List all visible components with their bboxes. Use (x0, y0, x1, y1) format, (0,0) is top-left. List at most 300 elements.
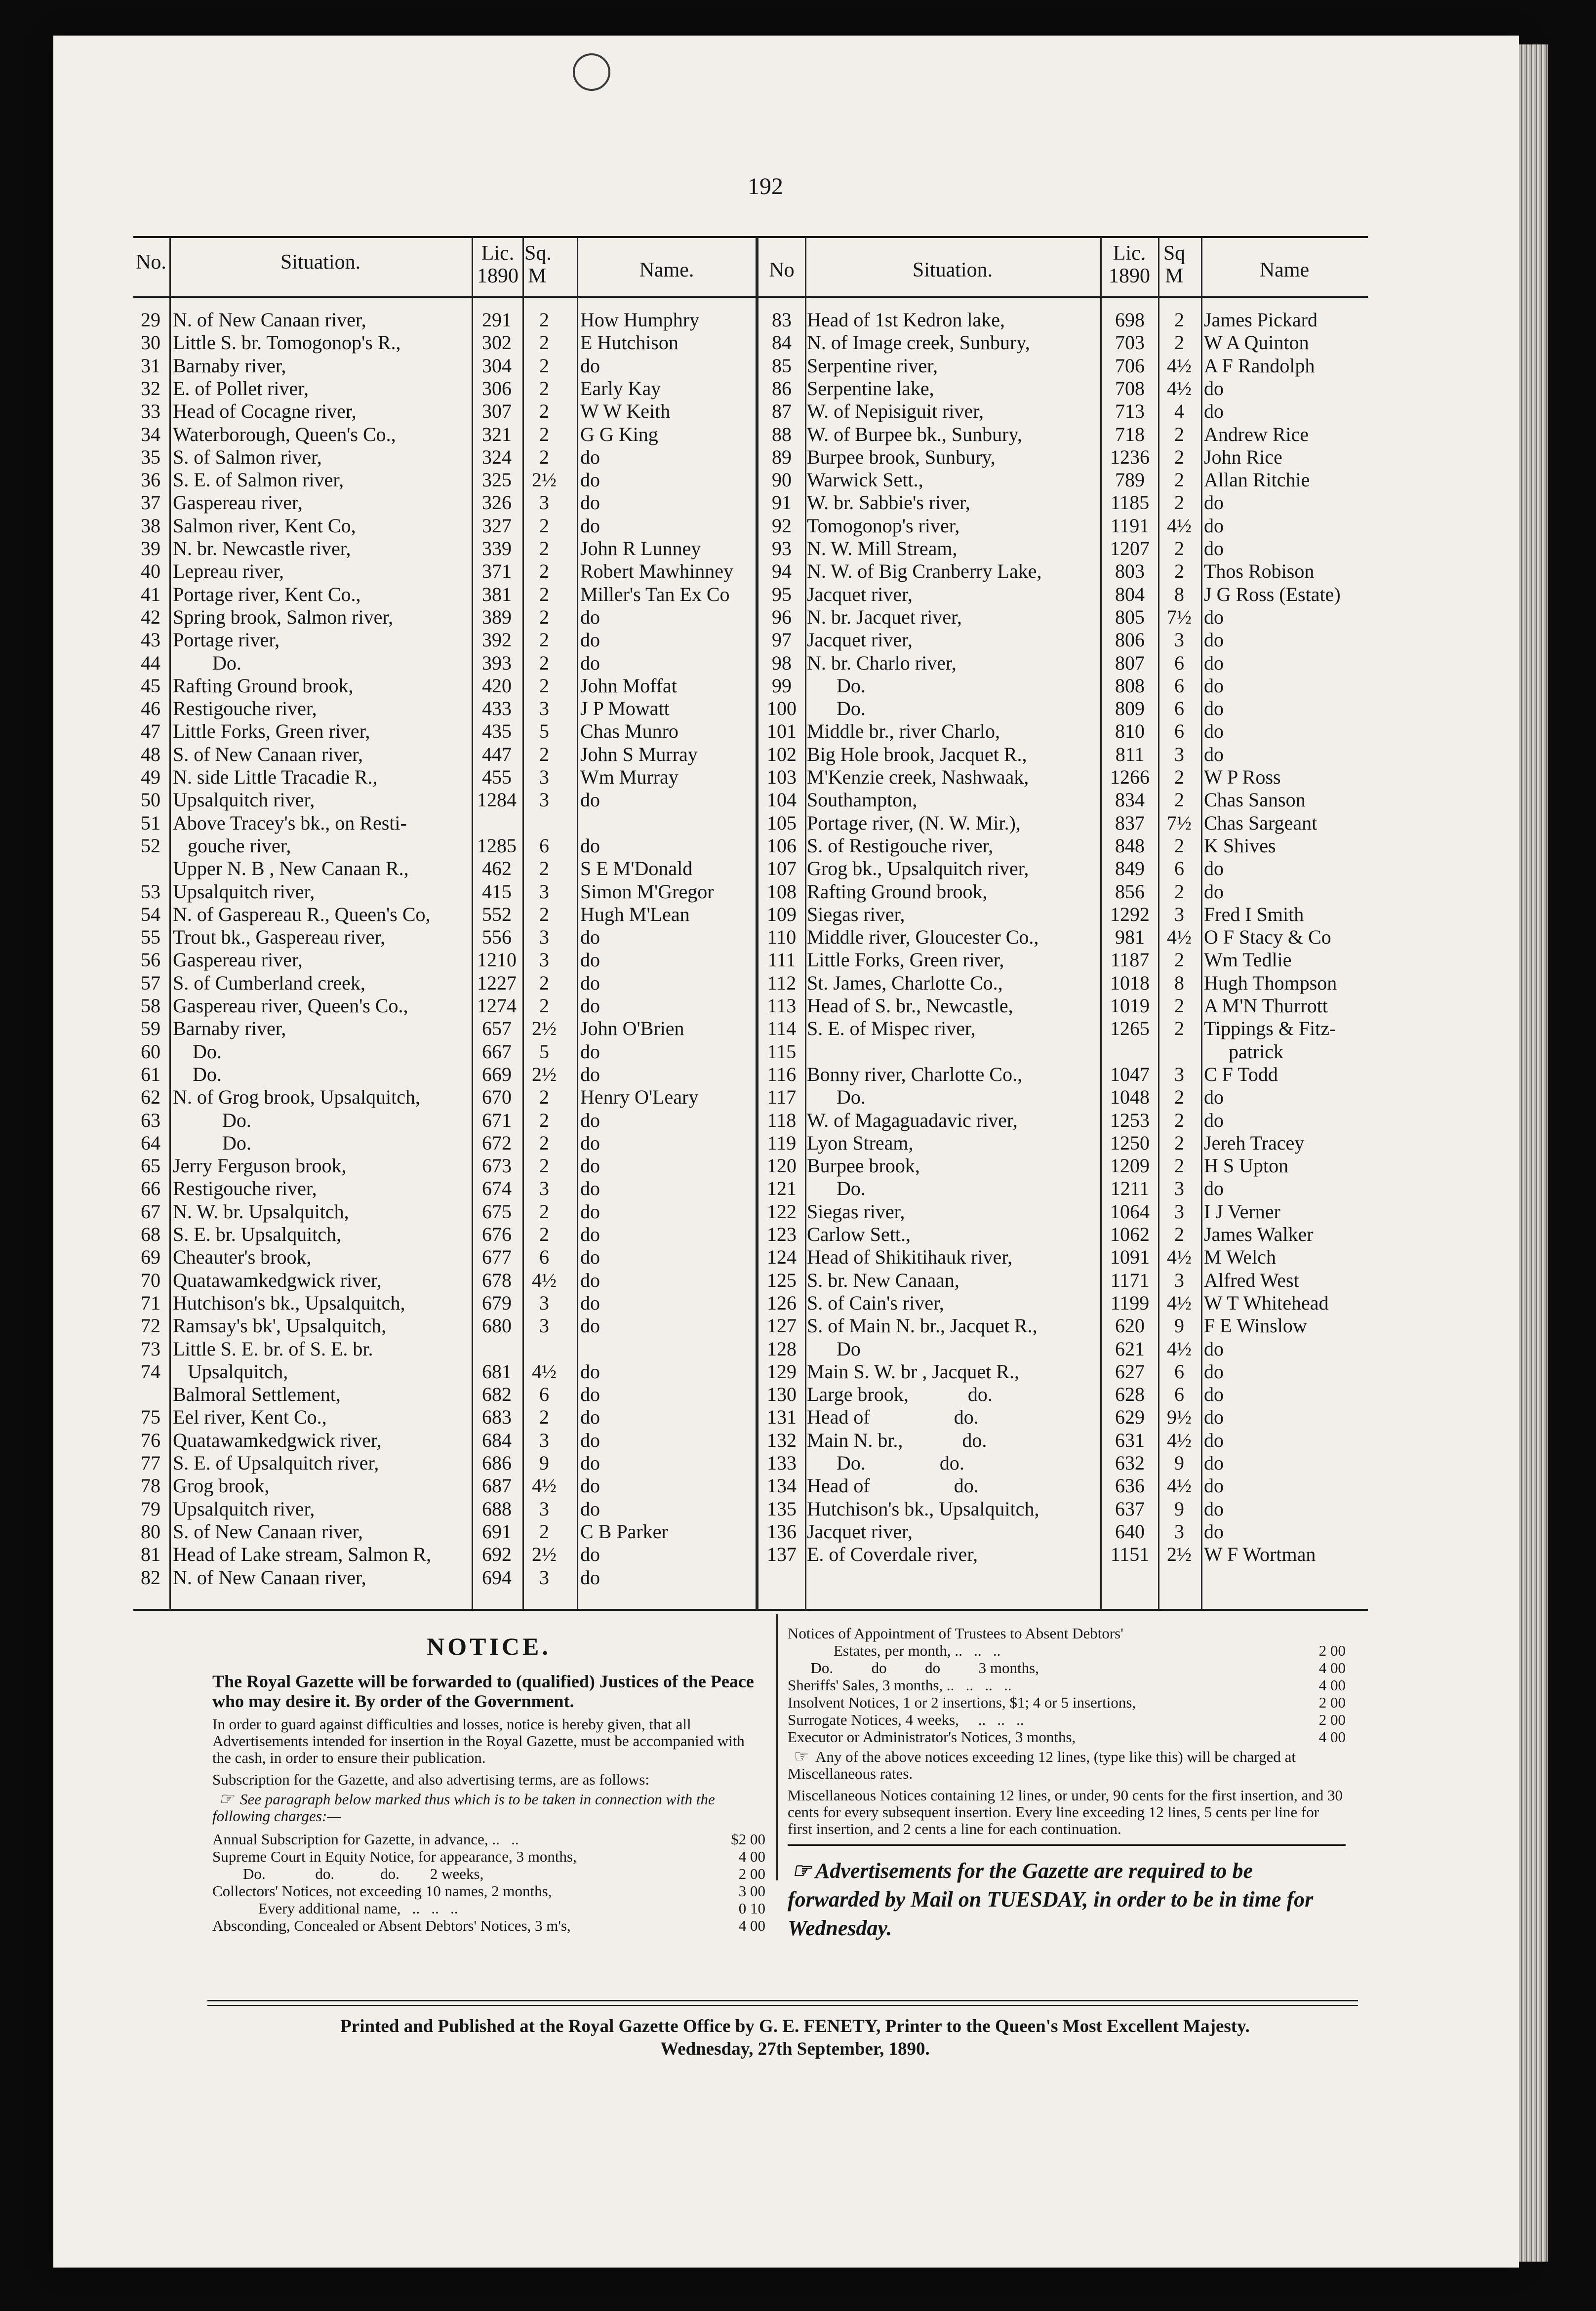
fee-list-right (788, 1625, 1346, 1746)
fee-row (212, 1900, 765, 1917)
cell-situation: Portage river, (N. W. Mir.), (807, 811, 1021, 834)
cell-no: 103 (767, 766, 797, 788)
cell-sq: 4½ (532, 1360, 557, 1383)
table-row (759, 1292, 1368, 1315)
cell-sq: 2 (539, 423, 549, 445)
fee-label: Every additional name, .. .. .. (212, 1900, 458, 1917)
fee-label: Supreme Court in Equity Notice, for appearance, 3 months, (212, 1848, 577, 1865)
cell-name: John Rice (1204, 445, 1282, 468)
cell-lic: 688 (482, 1497, 512, 1520)
cell-no: 127 (767, 1315, 797, 1337)
cell-name: do (1204, 491, 1224, 514)
cell-sq: 6 (1174, 857, 1184, 880)
cell-sq: 2 (1174, 1223, 1184, 1245)
cell-name: do (580, 1406, 600, 1429)
cell-name: John R Lunney (580, 537, 701, 559)
cell-name: James Walker (1204, 1223, 1314, 1245)
table-row (133, 560, 756, 583)
cell-sq: 6 (1174, 674, 1184, 697)
table-row (759, 697, 1368, 720)
cell-no: 90 (772, 469, 792, 491)
cell-sq: 3 (539, 1177, 549, 1200)
cell-no: 48 (141, 743, 160, 765)
cell-lic: 1207 (1110, 537, 1150, 559)
table-row (759, 1063, 1368, 1086)
cell-situation: Salmon river, Kent Co, (173, 514, 356, 537)
cell-lic: 804 (1115, 583, 1145, 605)
cell-situation: Cheauter's brook, (173, 1246, 312, 1269)
table-row (759, 1360, 1368, 1383)
fee-row (788, 1625, 1346, 1642)
cell-situation: Head of do. (807, 1474, 979, 1497)
cell-no: 85 (772, 354, 792, 377)
cell-name: Jereh Tracey (1204, 1131, 1305, 1154)
cell-lic: 621 (1115, 1337, 1145, 1360)
cell-no: 119 (767, 1131, 797, 1154)
table-row (759, 377, 1368, 400)
cell-situation: Hutchison's bk., Upsalquitch, (807, 1497, 1039, 1520)
cell-name: I J Verner (1204, 1200, 1280, 1223)
page-edges (1519, 44, 1548, 2262)
cell-situation: S. E. of Salmon river, (173, 469, 344, 491)
cell-lic: 392 (482, 629, 512, 651)
cell-sq: 3 (539, 949, 549, 971)
cell-lic: 811 (1115, 743, 1145, 765)
cell-sq: 7½ (1167, 811, 1192, 834)
table-row (759, 1017, 1368, 1040)
footer-rule-1 (207, 2000, 1358, 2001)
cell-no: 60 (141, 1040, 160, 1063)
pointing-hand-icon: ☞ (218, 1790, 234, 1808)
notice-para2: Subscription for the Gazette, and also advertising terms, are as follows: (212, 1771, 649, 1788)
cell-sq: 2 (1174, 949, 1184, 971)
table-row (133, 743, 756, 766)
cell-lic: 687 (482, 1474, 512, 1497)
cell-sq: 4 (1174, 400, 1184, 423)
cell-sq: 3 (1174, 1269, 1184, 1291)
cell-lic: 671 (482, 1109, 512, 1131)
cell-no: 53 (141, 880, 160, 903)
cell-lic: 981 (1115, 926, 1145, 949)
cell-no: 92 (772, 514, 792, 537)
cell-sq: 2 (1174, 331, 1184, 354)
cell-name: E Hutchison (580, 331, 678, 354)
cell-name: W W Keith (580, 400, 671, 423)
cell-lic: 307 (482, 400, 512, 423)
cell-name: do (1204, 1520, 1224, 1543)
cell-lic: 628 (1115, 1383, 1145, 1406)
fee-amount: 4 00 (738, 1917, 765, 1934)
table-row (133, 629, 756, 651)
cell-no: 123 (767, 1223, 797, 1245)
table-row (759, 309, 1368, 331)
cell-situation: S. of Cain's river, (807, 1291, 944, 1314)
cell-lic: 393 (482, 651, 512, 674)
pointing-hand-icon: ☞ (794, 1748, 809, 1766)
cell-situation: Middle br., river Charlo, (807, 720, 1000, 743)
cell-lic: 789 (1115, 469, 1145, 491)
fee-amount: 3 00 (738, 1882, 765, 1900)
excess-note: Any of the above notices exceeding 12 lines, (type like this) will be charged at Miscellaneous rates. (788, 1748, 1296, 1782)
cell-lic: 325 (482, 469, 512, 491)
cell-sq: 2 (539, 309, 549, 331)
cell-no: 57 (141, 971, 160, 994)
cell-lic: 686 (482, 1452, 512, 1474)
cell-name: do (580, 354, 600, 377)
cell-lic: 1266 (1110, 766, 1150, 788)
cell-lic: 683 (482, 1406, 512, 1429)
cell-sq: 2 (539, 377, 549, 399)
cell-lic: 803 (1115, 560, 1145, 583)
fee-row (212, 1831, 765, 1848)
cell-name: do (1204, 1383, 1224, 1406)
cell-name: do (580, 1474, 600, 1497)
table-row (759, 766, 1368, 789)
table-row (759, 400, 1368, 423)
cell-lic: 1048 (1110, 1086, 1150, 1109)
cell-sq: 6 (1174, 1383, 1184, 1406)
table-row (133, 1543, 756, 1566)
table-row (759, 1086, 1368, 1109)
cell-name: Chas Munro (580, 720, 678, 743)
fee-label: Surrogate Notices, 4 weeks, .. .. .. (788, 1711, 1024, 1728)
cell-situation: Upsalquitch river, (173, 1497, 315, 1520)
cell-no: 38 (141, 514, 160, 537)
fee-amount: $2 00 (731, 1831, 765, 1848)
table-row (133, 1063, 756, 1086)
cell-no: 77 (141, 1452, 160, 1474)
cell-situation: S. of Main N. br., Jacquet R., (807, 1315, 1037, 1337)
cell-situation: Restigouche river, (173, 697, 317, 720)
cell-lic: 631 (1115, 1429, 1145, 1451)
cell-sq: 2½ (532, 1017, 557, 1040)
cell-situation: Carlow Sett., (807, 1223, 911, 1245)
cell-lic: 684 (482, 1429, 512, 1451)
cell-situation: N. br. Newcastle river, (173, 537, 351, 559)
table-row (759, 537, 1368, 560)
cell-sq: 2 (1174, 766, 1184, 788)
cell-situation: Jacquet river, (807, 1520, 913, 1543)
cell-lic: 462 (482, 857, 512, 880)
cell-lic: 849 (1115, 857, 1145, 880)
table-row (133, 880, 756, 903)
cell-name: do (1204, 1429, 1224, 1451)
cell-no: 81 (141, 1543, 160, 1566)
cell-lic: 371 (482, 560, 512, 583)
cell-situation: Do. (807, 697, 866, 720)
cell-no: 118 (767, 1109, 797, 1131)
cell-no: 129 (767, 1360, 797, 1383)
fee-row (788, 1711, 1346, 1728)
cell-sq: 3 (539, 880, 549, 903)
cell-no: 86 (772, 377, 792, 399)
cell-situation: Eel river, Kent Co., (173, 1406, 327, 1429)
cell-no: 80 (141, 1520, 160, 1543)
fee-row (788, 1728, 1346, 1746)
cell-name: Hugh Thompson (1204, 971, 1337, 994)
cell-lic: 433 (482, 697, 512, 720)
table-row (133, 1109, 756, 1132)
cell-lic: 679 (482, 1291, 512, 1314)
fee-amount: 2 00 (1318, 1711, 1346, 1728)
cell-sq: 2 (1174, 995, 1184, 1017)
cell-name: John S Murray (580, 743, 698, 765)
cell-no: 121 (767, 1177, 797, 1200)
table-row (759, 1543, 1368, 1566)
cell-name: do (580, 949, 600, 971)
cell-no: 37 (141, 491, 160, 514)
cell-no: 114 (767, 1017, 797, 1040)
cell-situation: Jerry Ferguson brook, (173, 1155, 347, 1177)
cell-lic: 680 (482, 1315, 512, 1337)
cell-situation: Burpee brook, (807, 1155, 920, 1177)
table-row (133, 995, 756, 1017)
table-row (133, 766, 756, 789)
cell-situation: Do (807, 1337, 861, 1360)
cell-sq: 2 (539, 514, 549, 537)
cell-lic: 1253 (1110, 1109, 1150, 1131)
cell-lic: 324 (482, 445, 512, 468)
table-row (759, 880, 1368, 903)
cell-situation: E. of Pollet river, (173, 377, 309, 399)
cell-name: do (580, 1109, 600, 1131)
cell-situation: S. of Salmon river, (173, 445, 322, 468)
cell-sq: 3 (539, 1429, 549, 1451)
cell-sq: 2 (1174, 1155, 1184, 1177)
fee-amount: 0 10 (738, 1900, 765, 1917)
cell-sq: 2 (1174, 789, 1184, 811)
cell-situation: Serpentine river, (807, 354, 938, 377)
cell-lic: 640 (1115, 1520, 1145, 1543)
table-row (759, 583, 1368, 606)
cell-no: 31 (141, 354, 160, 377)
cell-lic: 809 (1115, 697, 1145, 720)
cell-no: 39 (141, 537, 160, 559)
cell-name: A M'N Thurrott (1204, 995, 1328, 1017)
notice-para1: In order to guard against difficulties and losses, notice is hereby given, that all Advertisements intended for insertion in the Royal Gazette, must be accompanied with the cash, in order to ensure their publication. (212, 1715, 745, 1766)
table-row (133, 469, 756, 491)
table-row (133, 400, 756, 423)
cell-situation: Burpee brook, Sunbury, (807, 445, 996, 468)
table-row (133, 515, 756, 537)
cell-no: 124 (767, 1246, 797, 1269)
cell-name: Chas Sanson (1204, 789, 1306, 811)
cell-lic: 1285 (477, 834, 517, 857)
cell-name: do (580, 1452, 600, 1474)
cell-no: 41 (141, 583, 160, 605)
cell-situation: N. side Little Tracadie R., (173, 766, 378, 788)
table-row (133, 1040, 756, 1063)
cell-no: 89 (772, 445, 792, 468)
table-row (133, 1315, 756, 1337)
cell-name: S E M'Donald (580, 857, 693, 880)
fee-label: Executor or Administrator's Notices, 3 months, (788, 1728, 1076, 1746)
cell-no: 52 (141, 834, 160, 857)
cell-sq: 4½ (1167, 377, 1192, 399)
table-row (759, 1040, 1368, 1063)
header-sq-right: Sq M (1163, 242, 1186, 287)
table-row (133, 1383, 756, 1406)
table-row (133, 377, 756, 400)
fee-row (788, 1676, 1346, 1694)
cell-situation: W. of Magaguadavic river, (807, 1109, 1018, 1131)
cell-situation: Barnaby river, (173, 354, 286, 377)
cell-lic: 848 (1115, 834, 1145, 857)
cell-name: Chas Sargeant (1204, 811, 1317, 834)
cell-sq: 2 (539, 629, 549, 651)
cell-sq: 2 (1174, 880, 1184, 903)
table-row (133, 1498, 756, 1520)
cell-name: James Pickard (1204, 309, 1317, 331)
header-lic-right: Lic. 1890 (1109, 242, 1150, 287)
cell-lic: 706 (1115, 354, 1145, 377)
cell-no: 105 (767, 811, 797, 834)
cell-lic: 636 (1115, 1474, 1145, 1497)
cell-sq: 4½ (1167, 926, 1192, 949)
table-row (759, 1520, 1368, 1543)
table-row (133, 697, 756, 720)
cell-name: do (580, 1155, 600, 1177)
table-row (133, 331, 756, 354)
table-row (759, 995, 1368, 1017)
cell-lic: 675 (482, 1200, 512, 1223)
left-license-table (133, 309, 756, 1602)
cell-sq: 2½ (532, 1543, 557, 1566)
cell-name: Thos Robison (1204, 560, 1315, 583)
notice-section-right (788, 1625, 1346, 1943)
table-row (759, 491, 1368, 514)
cell-lic: 681 (482, 1360, 512, 1383)
cell-sq: 2 (1174, 1086, 1184, 1109)
cell-situation: Above Tracey's bk., on Resti- (173, 811, 407, 834)
cell-situation: Head of do. (807, 1406, 979, 1429)
table-row (759, 652, 1368, 675)
cell-lic: 837 (1115, 811, 1145, 834)
cell-situation: Do. (807, 1177, 866, 1200)
cell-no: 43 (141, 629, 160, 651)
cell-no: 122 (767, 1200, 797, 1223)
fee-amount: 4 00 (738, 1848, 765, 1865)
misc-note: Miscellaneous Notices containing 12 lines, or under, 90 cents for the first insertion, and 30 cents for every subsequent insertion. Every line exceeding 12 lines, 5 cents per line for first insertion, and 2 cents a line for each continuation. (788, 1787, 1343, 1837)
cell-situation: S. of Restigouche river, (807, 834, 994, 857)
cell-no: 62 (141, 1086, 160, 1109)
cell-situation: Lyon Stream, (807, 1131, 914, 1154)
cell-no: 59 (141, 1017, 160, 1040)
cell-name: F E Winslow (1204, 1315, 1307, 1337)
cell-situation: Little Forks, Green river, (807, 949, 1004, 971)
fee-label: Annual Subscription for Gazette, in advance, .. .. (212, 1831, 519, 1848)
cell-name: do (1204, 629, 1224, 651)
table-row (133, 789, 756, 811)
table-row (759, 949, 1368, 971)
cell-no: 104 (767, 789, 797, 811)
cell-lic: 1064 (1110, 1200, 1150, 1223)
cell-sq: 3 (539, 1291, 549, 1314)
cell-no: 109 (767, 903, 797, 925)
cell-situation: Gaspereau river, Queen's Co., (173, 995, 408, 1017)
cell-no: 61 (141, 1063, 160, 1085)
table-row (759, 1109, 1368, 1132)
cell-sq: 3 (539, 926, 549, 949)
cell-sq: 2 (539, 903, 549, 925)
cell-name: Early Kay (580, 377, 661, 399)
cell-situation: Little S. E. br. of S. E. br. (173, 1337, 373, 1360)
cell-name: M Welch (1204, 1246, 1277, 1269)
cell-sq: 2 (1174, 1109, 1184, 1131)
cell-name: patrick (1204, 1040, 1284, 1063)
cell-situation: S. of New Canaan river, (173, 743, 363, 765)
cell-no: 102 (767, 743, 797, 765)
table-row (133, 1269, 756, 1292)
cell-lic: 447 (482, 743, 512, 765)
cell-situation: Grog bk., Upsalquitch river, (807, 857, 1029, 880)
cell-name: do (580, 995, 600, 1017)
cell-situation: Rafting Ground brook, (807, 880, 988, 903)
table-row (133, 1132, 756, 1155)
cell-sq: 2 (539, 537, 549, 559)
cell-lic: 1210 (477, 949, 517, 971)
cell-lic: 620 (1115, 1315, 1145, 1337)
cell-sq: 6 (1174, 697, 1184, 720)
cell-sq: 2 (539, 1086, 549, 1109)
cell-sq: 2 (539, 651, 549, 674)
table-row (759, 1269, 1368, 1292)
cell-situation: gouche river, (173, 834, 291, 857)
cell-no: 33 (141, 400, 160, 423)
table-row (133, 1406, 756, 1429)
table-top-rule (133, 236, 1368, 238)
table-row (759, 812, 1368, 835)
cell-lic: 1171 (1110, 1269, 1150, 1291)
fee-label: Absconding, Concealed or Absent Debtors' Notices, 3 m's, (212, 1917, 571, 1934)
cell-situation: Portage river, Kent Co., (173, 583, 361, 605)
cell-situation: St. James, Charlotte Co., (807, 971, 1003, 994)
table-row (759, 331, 1368, 354)
fee-amount: 2 00 (1318, 1642, 1346, 1659)
cell-situation: Ramsay's bk', Upsalquitch, (173, 1315, 387, 1337)
cell-lic: 834 (1115, 789, 1145, 811)
cell-name: Henry O'Leary (580, 1086, 699, 1109)
cell-situation: Head of S. br., Newcastle, (807, 995, 1013, 1017)
cell-situation: Waterborough, Queen's Co., (173, 423, 396, 445)
cell-sq: 8 (1174, 583, 1184, 605)
cell-no: 84 (772, 331, 792, 354)
cell-name: do (580, 1566, 600, 1589)
cell-sq: 2 (539, 1406, 549, 1429)
cell-name: Wm Tedlie (1204, 949, 1292, 971)
cell-lic: 1019 (1110, 995, 1150, 1017)
fee-amount: 2 00 (738, 1865, 765, 1882)
cell-situation: N. of New Canaan river, (173, 1566, 366, 1589)
fee-row (212, 1865, 765, 1882)
cell-no: 76 (141, 1429, 160, 1451)
cell-lic: 810 (1115, 720, 1145, 743)
cell-lic: 698 (1115, 309, 1145, 331)
cell-lic: 1018 (1110, 971, 1150, 994)
cell-situation: W. of Burpee bk., Sunbury, (807, 423, 1022, 445)
cell-name: J G Ross (Estate) (1204, 583, 1341, 605)
cell-sq: 3 (1174, 629, 1184, 651)
cell-sq: 2 (539, 1520, 549, 1543)
cell-lic: 1274 (477, 995, 517, 1017)
cell-sq: 4½ (1167, 1246, 1192, 1269)
cell-no: 131 (767, 1406, 797, 1429)
cell-situation: Siegas river, (807, 903, 905, 925)
cell-situation: Main N. br., do. (807, 1429, 987, 1451)
cell-name: do (580, 1543, 600, 1566)
cell-lic: 1209 (1110, 1155, 1150, 1177)
cell-no: 36 (141, 469, 160, 491)
